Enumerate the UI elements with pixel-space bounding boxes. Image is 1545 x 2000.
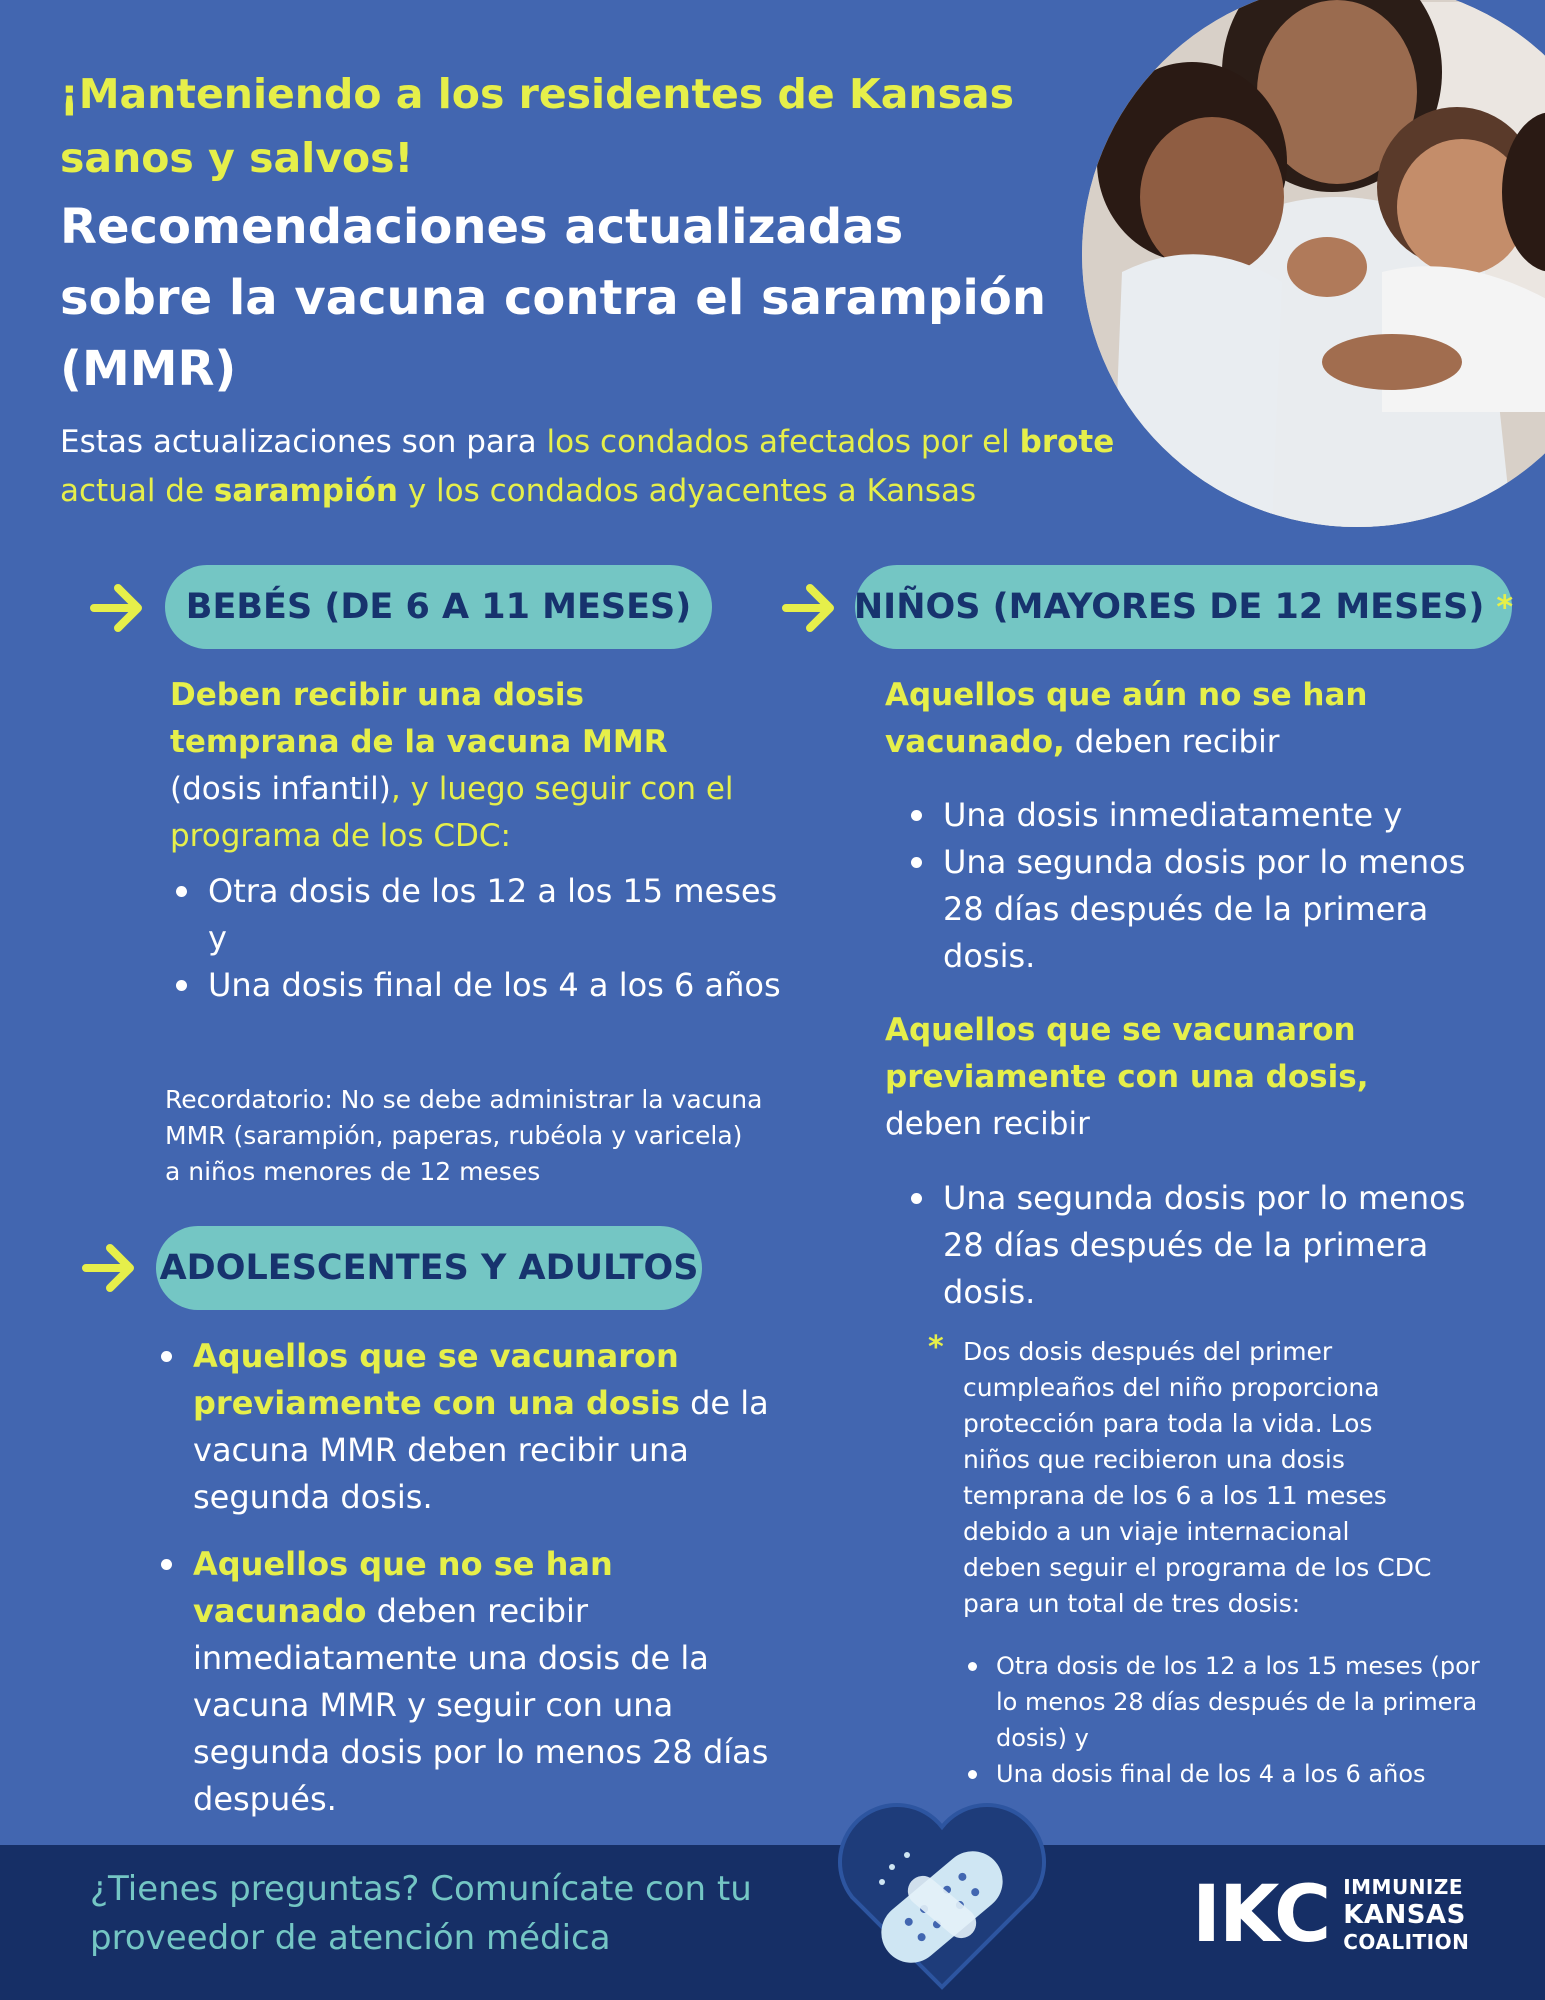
- logo-line: COALITION: [1343, 1930, 1470, 1954]
- asterisk-icon: *: [928, 1330, 944, 1365]
- children-group1-list: [905, 792, 1505, 980]
- subtitle-part: y los condados adyacentes a Kansas: [397, 473, 977, 509]
- logo-line: IMMUNIZE: [1343, 1875, 1464, 1899]
- children-note: Dos dosis después del primer cumpleaños del niño proporciona protección para toda la vida. Los niños que recibieron una dosis temprana de los 6 a los 11 meses debido a un viaje internacional deben seguir el programa de los CDC para un total de tres dosis:: [963, 1337, 1432, 1618]
- children-group1-rest: deben recibir: [1064, 724, 1280, 760]
- subtitle-part: actual de: [60, 473, 214, 509]
- babies-lead-yellow: , y luego seguir con el programa de los CDC:: [170, 771, 734, 854]
- list-item: [155, 1541, 785, 1823]
- arrow-right-icon: [80, 1238, 140, 1298]
- section-heading-children: [855, 565, 1512, 649]
- list-item: Una dosis final de los 4 a los 6 años: [170, 962, 790, 1009]
- children-group1-lead: [885, 672, 1455, 766]
- adults-item2-bold: Aquellos que no se han vacunado: [193, 1545, 613, 1630]
- children-group2-lead: [885, 1007, 1475, 1148]
- logo-line: KANSAS: [1343, 1900, 1466, 1930]
- subtitle-part: Estas actualizaciones son para: [60, 424, 547, 460]
- adults-list: [155, 1333, 785, 1823]
- heart-bandage-icon: [832, 1797, 1052, 1997]
- children-group2-rest: deben recibir: [885, 1106, 1090, 1142]
- adults-item2-rest: deben recibir inmediatamente una dosis de la vacuna MMR y seguir con una segunda dosis por lo menos 28 días después.: [193, 1592, 769, 1818]
- children-group2-bold: Aquellos que se vacunaron previamente con una dosis,: [885, 1012, 1369, 1095]
- babies-lead-bold: Deben recibir una dosis temprana de la vacuna MMR: [170, 677, 668, 760]
- section-heading-babies: BEBÉS (DE 6 A 11 MESES): [165, 565, 712, 649]
- subtitle-part: brote: [1019, 424, 1115, 460]
- arrow-right-icon: [88, 578, 148, 638]
- ikc-logo: [1192, 1870, 1470, 1960]
- arrow-right-icon: [780, 578, 840, 638]
- children-group1-bold: Aquellos que aún no se han vacunado,: [885, 677, 1368, 760]
- footer-question: ¿Tienes preguntas? Comunícate con tu proveedor de atención médica: [90, 1869, 752, 1958]
- babies-list: [170, 868, 790, 1009]
- babies-lead: [170, 672, 750, 860]
- list-item: [155, 1333, 785, 1521]
- page-title: Recomendaciones actualizadas sobre la vacuna contra el sarampión (MMR): [60, 199, 1047, 397]
- babies-lead-white: (dosis infantil): [170, 771, 391, 807]
- babies-reminder: Recordatorio: No se debe administrar la vacuna MMR (sarampión, paperas, rubéola y varicela) a niños menores de 12 meses: [165, 1085, 763, 1186]
- subtitle-part: los condados afectados por el: [546, 424, 1020, 460]
- adults-item1-rest: de la vacuna MMR deben recibir una segunda dosis.: [193, 1384, 769, 1516]
- subtitle-part: sarampión: [213, 473, 398, 509]
- logo-mark: IKC: [1192, 1870, 1330, 1960]
- adults-item1-bold: Aquellos que se vacunaron previamente con una dosis: [193, 1337, 680, 1422]
- section-heading-adults: ADOLESCENTES Y ADULTOS: [156, 1226, 702, 1310]
- logo-words: [1343, 1875, 1469, 1955]
- section-heading-children-label: NIÑOS (MAYORES DE 12 MESES): [853, 587, 1485, 627]
- list-item: Una segunda dosis por lo menos 28 días después de la primera dosis.: [905, 839, 1505, 980]
- children-group2-list: [905, 1175, 1505, 1316]
- list-item: Otra dosis de los 12 a los 15 meses y: [170, 868, 790, 962]
- list-item: Una dosis final de los 4 a los 6 años: [962, 1756, 1482, 1792]
- list-item: Otra dosis de los 12 a los 15 meses (por lo menos 28 días después de la primera dosis) y: [962, 1648, 1482, 1756]
- children-note-list: [962, 1648, 1482, 1792]
- subtitle: [60, 418, 1160, 516]
- asterisk-icon: *: [1496, 588, 1514, 626]
- tagline: ¡Manteniendo a los residentes de Kansas sanos y salvos!: [60, 70, 1015, 182]
- list-item: Una segunda dosis por lo menos 28 días después de la primera dosis.: [905, 1175, 1505, 1316]
- list-item: Una dosis inmediatamente y: [905, 792, 1505, 839]
